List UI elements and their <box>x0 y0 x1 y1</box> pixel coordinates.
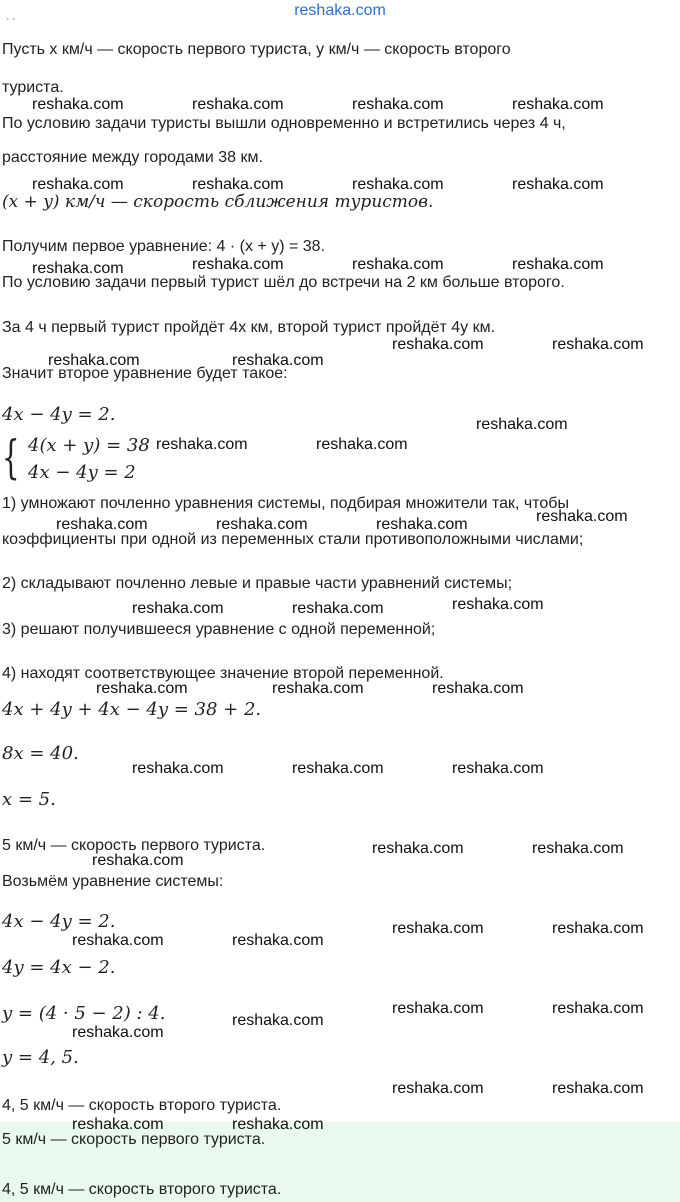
watermark: reshaka.com <box>532 840 624 857</box>
watermark: reshaka.com <box>536 508 628 525</box>
watermark: reshaka.com <box>552 336 644 353</box>
watermark: reshaka.com <box>32 260 124 277</box>
watermark: reshaka.com <box>352 176 444 193</box>
watermark: reshaka.com <box>156 436 248 453</box>
watermark: reshaka.com <box>92 852 184 869</box>
watermark: reshaka.com <box>192 176 284 193</box>
watermark: reshaka.com <box>232 932 324 949</box>
text-line: коэффициенты при одной из переменных стали противоположными числами; <box>2 531 584 548</box>
watermark: reshaka.com <box>552 1000 644 1017</box>
text-line: Значит второе уравнение будет такое: <box>2 365 288 382</box>
watermark: reshaka.com <box>392 1000 484 1017</box>
text-line: Получим первое уравнение: 4 · (x + y) = 38. <box>2 238 326 255</box>
equation-line: y = 4, 5. <box>2 1047 79 1068</box>
watermark: reshaka.com <box>216 516 308 533</box>
watermark: reshaka.com <box>352 96 444 113</box>
watermark: reshaka.com <box>392 920 484 937</box>
answer-line-1: 5 км/ч — скорость первого туриста. <box>2 1131 266 1148</box>
text-line: 5 км/ч — скорость первого туриста. <box>2 837 266 854</box>
text-line: Пусть x км/ч — скорость первого туриста, y км/ч — скорость второго <box>2 41 511 58</box>
watermark: reshaka.com <box>452 760 544 777</box>
watermark: reshaka.com <box>352 256 444 273</box>
watermark: reshaka.com <box>432 680 524 697</box>
watermark: reshaka.com <box>192 96 284 113</box>
equation-line: 4x − 4y = 2. <box>2 404 116 425</box>
system-brace: { <box>2 430 20 484</box>
watermark: reshaka.com <box>392 336 484 353</box>
equation-line: 4y = 4x − 2. <box>2 957 116 978</box>
system-equation-1: 4(x + y) = 38 <box>28 435 150 456</box>
watermark: reshaka.com <box>392 1080 484 1097</box>
equation-line: y = (4 · 5 − 2) : 4. <box>2 1003 166 1024</box>
watermark: reshaka.com <box>552 920 644 937</box>
watermark: reshaka.com <box>272 680 364 697</box>
watermark: reshaka.com <box>476 416 568 433</box>
watermark: reshaka.com <box>512 176 604 193</box>
watermark: reshaka.com <box>72 1116 164 1133</box>
watermark: reshaka.com <box>552 1080 644 1097</box>
equation-line: 8x = 40. <box>2 743 79 764</box>
text-line: 4, 5 км/ч — скорость второго туриста. <box>2 1097 282 1114</box>
watermark: reshaka.com <box>232 352 324 369</box>
site-header-link[interactable]: reshaka.com <box>294 2 386 19</box>
watermark: reshaka.com <box>292 760 384 777</box>
system-equation-2: 4x − 4y = 2 <box>28 462 136 483</box>
text-line: По условию задачи туристы вышли одновременно и встретились через 4 ч, <box>2 115 566 132</box>
watermark: reshaka.com <box>56 516 148 533</box>
text-line: 4) находят соответствующее значение второй переменной. <box>2 665 444 682</box>
text-line: туриста. <box>2 79 64 96</box>
watermark: reshaka.com <box>32 96 124 113</box>
watermark: reshaka.com <box>512 96 604 113</box>
answer-line-2: 4, 5 км/ч — скорость второго туриста. <box>2 1181 282 1198</box>
watermark: reshaka.com <box>316 436 408 453</box>
watermark: reshaka.com <box>452 596 544 613</box>
watermark: reshaka.com <box>372 840 464 857</box>
watermark: reshaka.com <box>72 932 164 949</box>
watermark: reshaka.com <box>232 1116 324 1133</box>
watermark: reshaka.com <box>32 176 124 193</box>
watermark: reshaka.com <box>376 516 468 533</box>
tick-mark: ` ` <box>6 18 16 29</box>
text-line: расстояние между городами 38 км. <box>2 149 263 166</box>
equation-line: 4x + 4y + 4x − 4y = 38 + 2. <box>2 699 262 720</box>
watermark: reshaka.com <box>132 600 224 617</box>
watermark: reshaka.com <box>512 256 604 273</box>
text-line: По условию задачи первый турист шёл до встречи на 2 км больше второго. <box>2 274 565 291</box>
text-line: 3) решают получившееся уравнение с одной переменной; <box>2 621 436 638</box>
watermark: reshaka.com <box>232 1012 324 1029</box>
text-line: 1) умножают почленно уравнения системы, подбирая множители так, чтобы <box>2 495 569 512</box>
watermark: reshaka.com <box>48 352 140 369</box>
text-line: 2) складывают почленно левые и правые части уравнений системы; <box>2 575 513 592</box>
watermark: reshaka.com <box>132 760 224 777</box>
text-line: За 4 ч первый турист пройдёт 4x км, второй турист пройдёт 4y км. <box>2 319 496 336</box>
text-line: Возьмём уравнение системы: <box>2 873 224 890</box>
watermark: reshaka.com <box>192 256 284 273</box>
equation-line: 4x − 4y = 2. <box>2 911 116 932</box>
equation-line: x = 5. <box>2 789 56 810</box>
text-line: (x + y) км/ч — скорость сближения туристов. <box>2 192 434 212</box>
watermark: reshaka.com <box>292 600 384 617</box>
watermark: reshaka.com <box>72 1024 164 1041</box>
watermark: reshaka.com <box>96 680 188 697</box>
